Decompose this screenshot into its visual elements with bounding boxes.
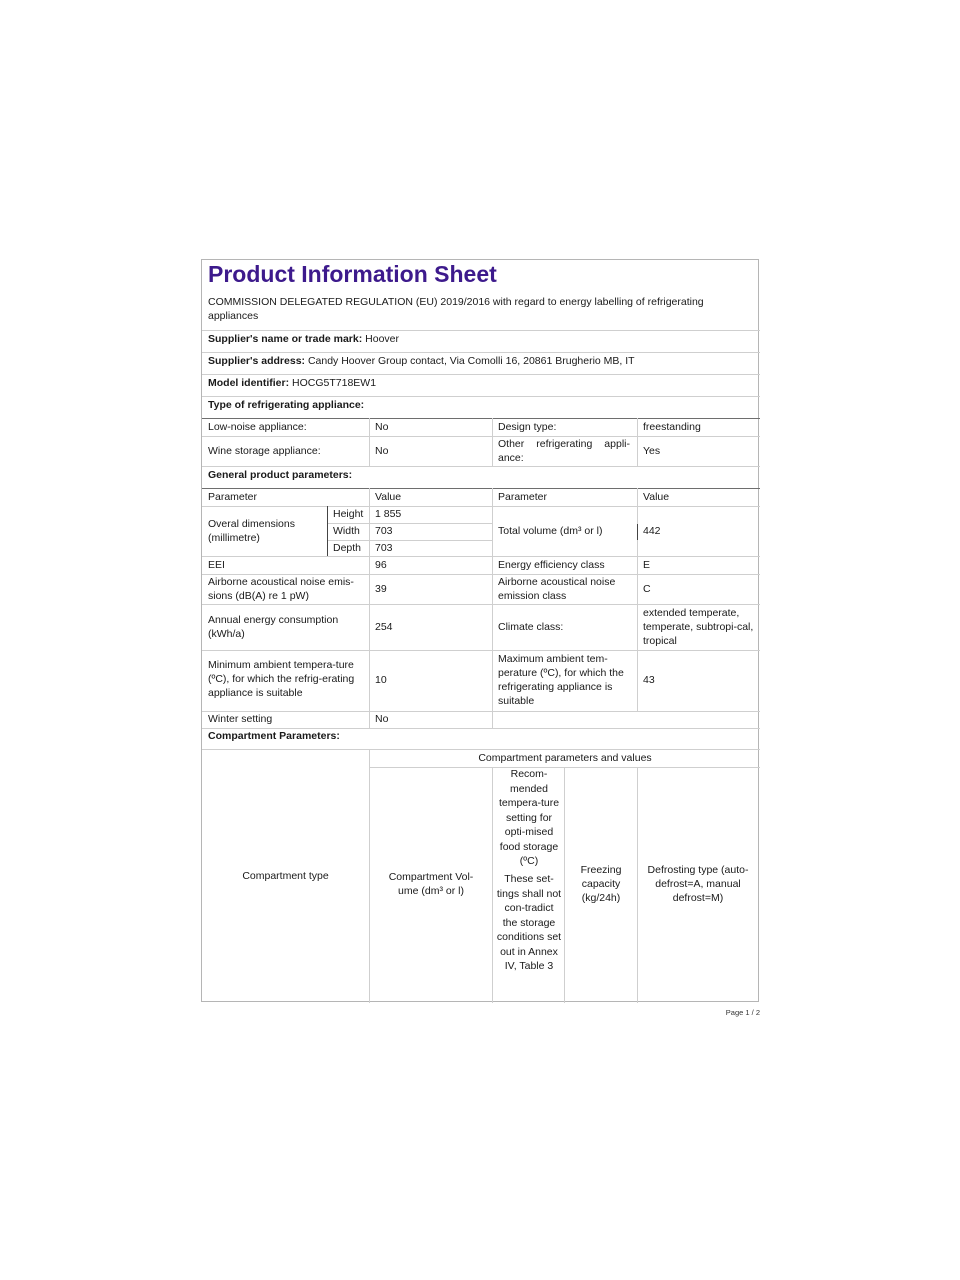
compartment-heading: Compartment Parameters: [208,730,340,742]
product-information-sheet [201,259,759,1002]
regulation-text: COMMISSION DELEGATED REGULATION (EU) 2019/2016 with regard to energy labelling of refrigerating appliances [208,296,704,322]
noise-value: 39 [375,583,387,595]
height-label: Height [333,508,364,520]
min-temp-value: 10 [375,674,387,686]
col-value: Value [375,491,402,503]
design-type-value: freestanding [643,421,701,433]
model-value: HOCG5T718EW1 [292,377,377,389]
noise-label: Airborne acoustical noise emis-sions (dB(A) re 1 pW) [208,576,354,602]
design-type-label: Design type: [498,421,557,433]
low-noise-value: No [375,421,389,433]
temp-note-header: These set-tings shall not con-tradict the storage conditions set out in Annex IV, Table 3 [496,873,562,972]
supplier-address-value: Candy Hoover Group contact, Via Comolli 16, 20861 Brugherio MB, IT [307,355,635,367]
width-value: 703 [375,525,393,537]
height-value: 1 855 [375,508,402,520]
dimensions-label: Overal dimensions (millimetre) [208,518,295,544]
col-parameter-2: Parameter [498,491,548,503]
col-parameter: Parameter [208,491,258,503]
model-label: Model identifier: [208,377,290,389]
noise-class-value: C [643,583,651,595]
col-value-2: Value [643,491,670,503]
max-temp-label: Maximum ambient tem-perature (ºC), for which the refrigerating appliance is suitable [498,653,624,707]
noise-class-label: Airborne acoustical noise emission class [498,576,616,602]
supplier-name-label: Supplier's name or trade mark: [208,333,363,345]
supplier-address-label: Supplier's address: [208,355,306,367]
depth-value: 703 [375,542,393,554]
type-heading: Type of refrigerating appliance: [208,399,365,411]
max-temp-value: 43 [643,674,655,686]
wine-storage-value: No [375,445,389,457]
annual-energy-value: 254 [375,621,393,633]
general-heading: General product parameters: [208,469,353,481]
supplier-name-value: Hoover [365,333,399,345]
eei-value: 96 [375,559,387,571]
page-number: Page 1 / 2 [725,1008,760,1017]
energy-class-value: E [643,559,651,571]
total-volume-value: 442 [643,525,661,537]
winter-label: Winter setting [208,713,273,725]
other-appliance-value: Yes [643,445,661,457]
other-appliance-label: Other refrigerating appli-ance: [498,438,630,464]
compartment-type-header: Compartment type [242,870,329,882]
eei-label: EEI [208,559,225,571]
low-noise-label: Low-noise appliance: [208,421,307,433]
annual-energy-label: Annual energy consumption (kWh/a) [208,614,339,640]
compartment-group-header: Compartment parameters and values [478,752,652,764]
compartment-volume-header: Compartment Vol-ume (dm³ or l) [388,871,474,897]
total-volume-label: Total volume (dm³ or l) [498,525,603,537]
supplier-name-row [208,332,399,346]
recommended-temp-header: Recom-mended tempera-ture setting for opti-mised food storage (ºC) [498,768,560,867]
wine-storage-label: Wine storage appliance: [208,445,321,457]
climate-class-label: Climate class: [498,621,564,633]
min-temp-label: Minimum ambient tempera-ture (ºC), for which the refrig-erating appliance is suitable [208,659,355,699]
width-label: Width [333,525,360,537]
freezing-capacity-header: Freezing capacity (kg/24h) [580,864,622,904]
page-title: Product Information Sheet [208,261,497,287]
supplier-address-row [208,354,635,368]
energy-class-label: Energy efficiency class [498,559,605,571]
model-row [208,376,376,390]
depth-label: Depth [333,542,362,554]
defrosting-type-header: Defrosting type (auto-defrost=A, manual defrost=M) [647,864,749,904]
climate-class-value: extended temperate, temperate, subtropi-cal, tropical [643,607,754,647]
winter-value: No [375,713,389,725]
